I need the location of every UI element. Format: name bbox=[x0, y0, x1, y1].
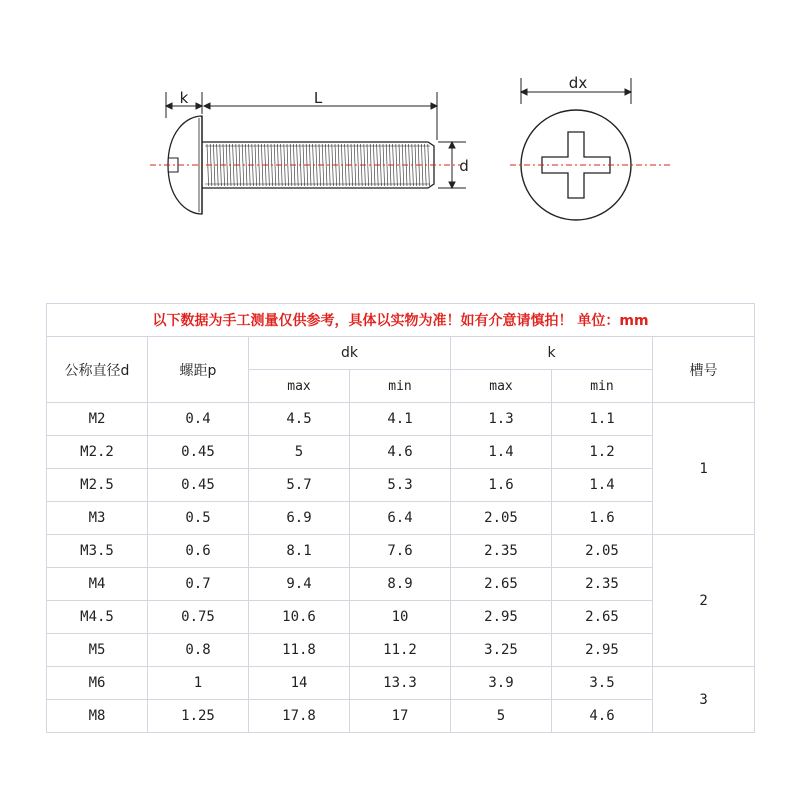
cell-k-max: 5 bbox=[451, 700, 552, 733]
d-label: d bbox=[459, 157, 469, 175]
cell-k-min: 2.65 bbox=[552, 601, 653, 634]
cell-diameter: M2.5 bbox=[47, 469, 148, 502]
cell-slot-group: 3 bbox=[653, 667, 755, 733]
cell-dk-min: 13.3 bbox=[350, 667, 451, 700]
cell-diameter: M3.5 bbox=[47, 535, 148, 568]
cell-diameter: M2.2 bbox=[47, 436, 148, 469]
header-k-max: max bbox=[451, 370, 552, 403]
cell-dk-min: 8.9 bbox=[350, 568, 451, 601]
cell-dk-max: 11.8 bbox=[249, 634, 350, 667]
cell-k-max: 3.25 bbox=[451, 634, 552, 667]
cell-dk-max: 6.9 bbox=[249, 502, 350, 535]
cell-k-min: 2.95 bbox=[552, 634, 653, 667]
cell-pitch: 0.8 bbox=[148, 634, 249, 667]
cell-pitch: 1 bbox=[148, 667, 249, 700]
cell-diameter: M8 bbox=[47, 700, 148, 733]
cell-slot-group: 2 bbox=[653, 535, 755, 667]
cell-dk-min: 4.1 bbox=[350, 403, 451, 436]
cell-k-min: 3.5 bbox=[552, 667, 653, 700]
cell-k-min: 1.6 bbox=[552, 502, 653, 535]
header-k-min: min bbox=[552, 370, 653, 403]
cell-k-min: 2.05 bbox=[552, 535, 653, 568]
k-label: k bbox=[179, 89, 189, 107]
cell-pitch: 0.4 bbox=[148, 403, 249, 436]
cell-pitch: 1.25 bbox=[148, 700, 249, 733]
table-row bbox=[47, 469, 755, 502]
cell-k-max: 2.65 bbox=[451, 568, 552, 601]
cell-diameter: M4.5 bbox=[47, 601, 148, 634]
cell-k-max: 2.95 bbox=[451, 601, 552, 634]
cell-pitch: 0.6 bbox=[148, 535, 249, 568]
cell-k-max: 1.4 bbox=[451, 436, 552, 469]
table-row bbox=[47, 568, 755, 601]
cell-pitch: 0.7 bbox=[148, 568, 249, 601]
cell-dk-max: 9.4 bbox=[249, 568, 350, 601]
cell-k-max: 2.05 bbox=[451, 502, 552, 535]
cell-dk-max: 14 bbox=[249, 667, 350, 700]
header-slot-no: 槽号 bbox=[653, 337, 755, 403]
cell-k-min: 1.4 bbox=[552, 469, 653, 502]
cell-dk-max: 5.7 bbox=[249, 469, 350, 502]
cell-dk-min: 11.2 bbox=[350, 634, 451, 667]
cell-k-min: 1.1 bbox=[552, 403, 653, 436]
screw-spec-table bbox=[46, 303, 755, 733]
cell-k-max: 1.6 bbox=[451, 469, 552, 502]
cell-pitch: 0.5 bbox=[148, 502, 249, 535]
header-dk-min: min bbox=[350, 370, 451, 403]
cell-dk-min: 5.3 bbox=[350, 469, 451, 502]
cell-pitch: 0.45 bbox=[148, 469, 249, 502]
cell-k-min: 1.2 bbox=[552, 436, 653, 469]
table-row bbox=[47, 502, 755, 535]
cell-dk-max: 5 bbox=[249, 436, 350, 469]
cell-k-max: 1.3 bbox=[451, 403, 552, 436]
cell-dk-min: 10 bbox=[350, 601, 451, 634]
cell-dk-min: 4.6 bbox=[350, 436, 451, 469]
header-pitch: 螺距p bbox=[148, 337, 249, 403]
header-nominal-diameter: 公称直径d bbox=[47, 337, 148, 403]
cell-diameter: M5 bbox=[47, 634, 148, 667]
header-k: k bbox=[451, 337, 653, 370]
table-row bbox=[47, 634, 755, 667]
table-row bbox=[47, 436, 755, 469]
table-row bbox=[47, 601, 755, 634]
cell-k-min: 2.35 bbox=[552, 568, 653, 601]
table-row bbox=[47, 535, 755, 568]
dx-label: dx bbox=[568, 74, 588, 92]
table-row bbox=[47, 403, 755, 436]
cell-diameter: M4 bbox=[47, 568, 148, 601]
table-row bbox=[47, 667, 755, 700]
cell-dk-min: 17 bbox=[350, 700, 451, 733]
cell-diameter: M3 bbox=[47, 502, 148, 535]
cell-diameter: M2 bbox=[47, 403, 148, 436]
header-dk: dk bbox=[249, 337, 451, 370]
cell-diameter: M6 bbox=[47, 667, 148, 700]
cell-slot-group: 1 bbox=[653, 403, 755, 535]
header-dk-max: max bbox=[249, 370, 350, 403]
cell-k-max: 3.9 bbox=[451, 667, 552, 700]
cell-dk-max: 17.8 bbox=[249, 700, 350, 733]
L-label: L bbox=[313, 89, 323, 107]
cell-dk-max: 10.6 bbox=[249, 601, 350, 634]
cell-dk-min: 6.4 bbox=[350, 502, 451, 535]
cell-pitch: 0.45 bbox=[148, 436, 249, 469]
cell-pitch: 0.75 bbox=[148, 601, 249, 634]
cell-k-min: 4.6 bbox=[552, 700, 653, 733]
cell-dk-max: 4.5 bbox=[249, 403, 350, 436]
table-row bbox=[47, 700, 755, 733]
screw-technical-drawing bbox=[0, 0, 800, 260]
cell-k-max: 2.35 bbox=[451, 535, 552, 568]
table-banner: 以下数据为手工测量仅供参考，具体以实物为准！如有介意请慎拍！ 单位：mm bbox=[47, 304, 755, 337]
cell-dk-min: 7.6 bbox=[350, 535, 451, 568]
cell-dk-max: 8.1 bbox=[249, 535, 350, 568]
